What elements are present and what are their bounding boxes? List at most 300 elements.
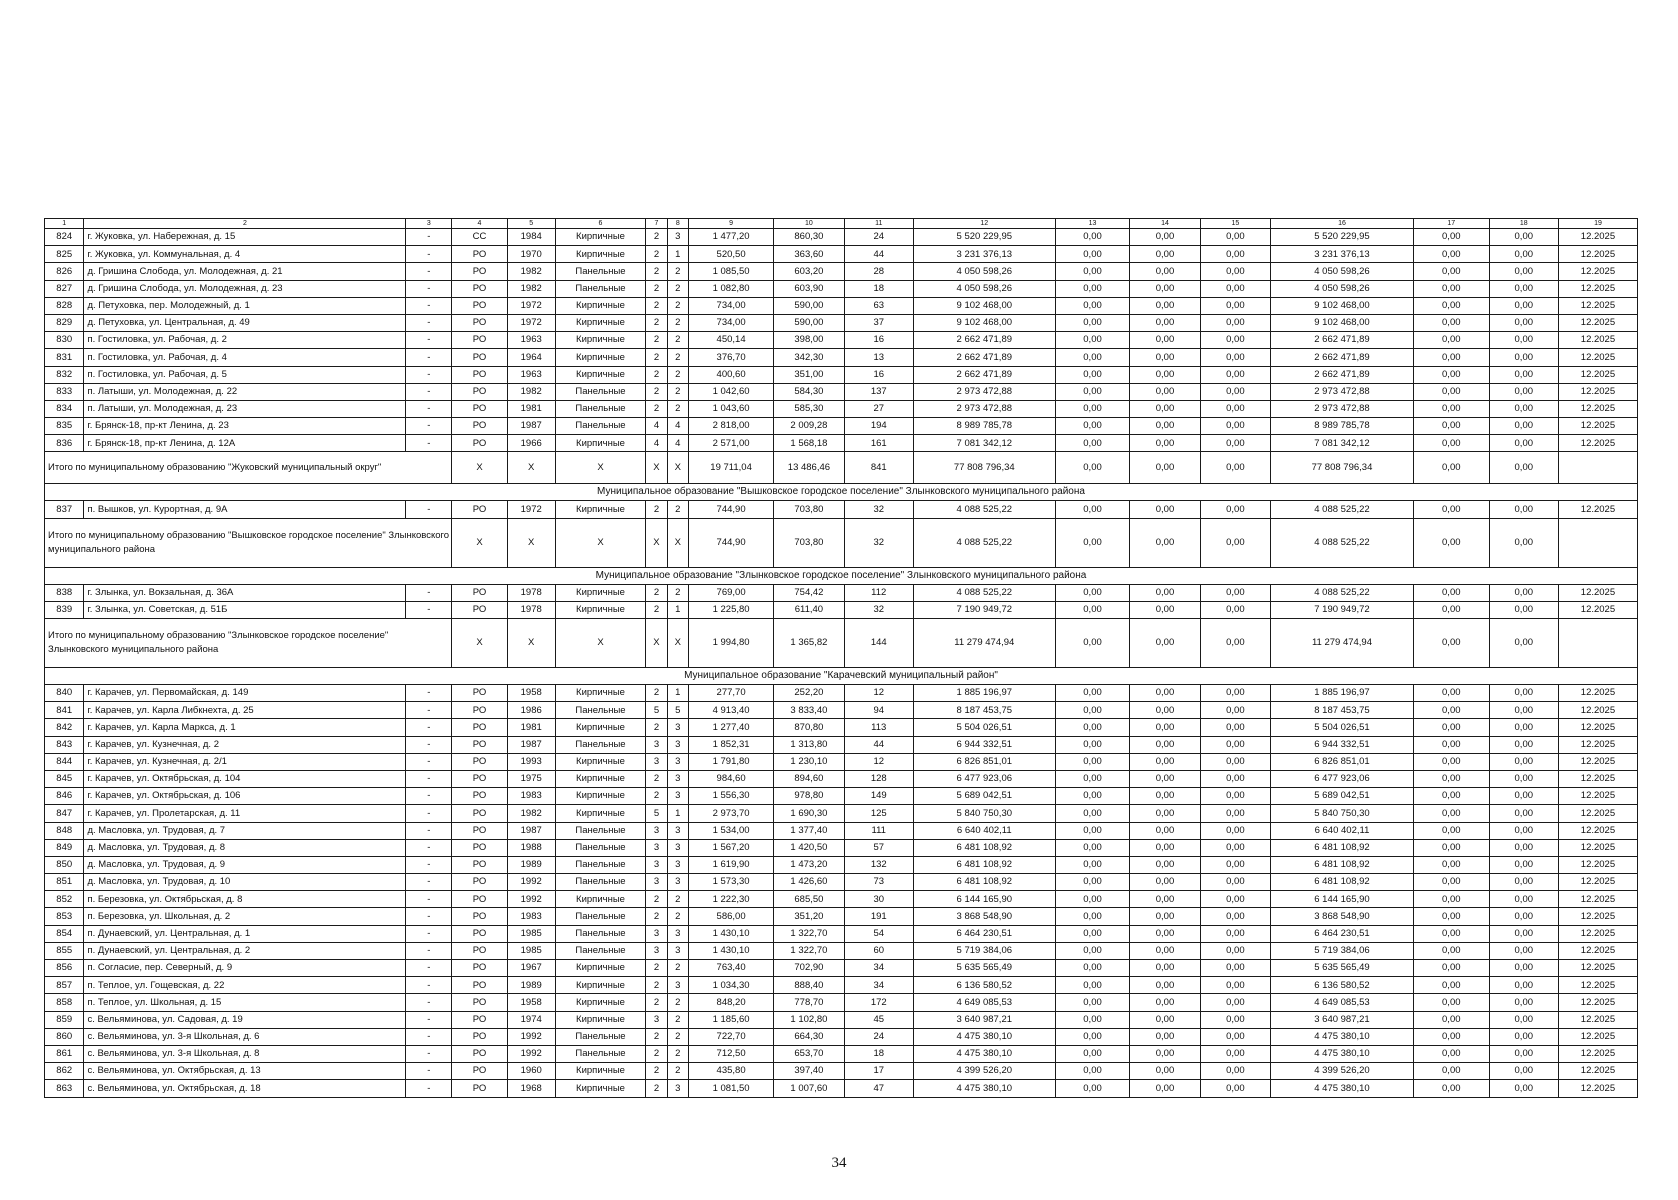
table-cell: 0,00	[1489, 685, 1558, 702]
table-cell: д. Гришина Слобода, ул. Молодежная, д. 23	[84, 280, 406, 297]
table-cell: Кирпичные	[555, 891, 646, 908]
table-cell: 0,00	[1200, 263, 1270, 280]
table-cell: 4 088 525,22	[913, 584, 1055, 601]
table-cell: п. Гостиловка, ул. Рабочая, д. 4	[84, 349, 406, 366]
table-row	[45, 349, 1638, 366]
table-cell: 6 481 108,92	[1271, 839, 1414, 856]
table-cell: 0,00	[1130, 891, 1200, 908]
table-cell: 2	[646, 977, 667, 994]
table-cell: 12.2025	[1558, 788, 1637, 805]
table-cell: 3	[646, 753, 667, 770]
table-cell: РО	[452, 1080, 507, 1097]
table-cell: д. Петуховка, ул. Центральная, д. 49	[84, 314, 406, 331]
table-cell: 1970	[507, 246, 555, 263]
table-cell: 0,00	[1055, 584, 1130, 601]
table-cell: 8 187 453,75	[1271, 702, 1414, 719]
table-cell: 3	[667, 977, 688, 994]
subtotal-cell: X	[667, 518, 688, 567]
table-cell: 12.2025	[1558, 856, 1637, 873]
table-cell: г. Злынка, ул. Вокзальная, д. 36А	[84, 584, 406, 601]
table-cell: 0,00	[1055, 994, 1130, 1011]
table-cell: 894,60	[774, 770, 844, 787]
table-cell: 1 885 196,97	[913, 685, 1055, 702]
table-cell: 12.2025	[1558, 891, 1637, 908]
table-cell: 0,00	[1413, 584, 1489, 601]
table-cell: 12.2025	[1558, 1045, 1637, 1062]
table-cell: -	[406, 349, 452, 366]
table-cell: 862	[45, 1063, 84, 1080]
table-cell: РО	[452, 942, 507, 959]
table-cell: РО	[452, 297, 507, 314]
subtotal-cell: 0,00	[1413, 452, 1489, 484]
table-cell: 12.2025	[1558, 839, 1637, 856]
table-cell: 6 826 851,01	[1271, 753, 1414, 770]
table-cell: РО	[452, 891, 507, 908]
table-cell: 12.2025	[1558, 702, 1637, 719]
table-cell: 0,00	[1130, 584, 1200, 601]
table-cell: 3 640 987,21	[913, 1011, 1055, 1028]
table-cell: 0,00	[1413, 839, 1489, 856]
table-cell: 4 088 525,22	[1271, 501, 1414, 518]
table-cell: 0,00	[1413, 719, 1489, 736]
table-cell: 0,00	[1055, 332, 1130, 349]
table-cell: 4 475 380,10	[913, 1045, 1055, 1062]
table-cell: г. Жуковка, ул. Набережная, д. 15	[84, 229, 406, 246]
table-cell: 0,00	[1200, 736, 1270, 753]
table-cell: 778,70	[774, 994, 844, 1011]
table-cell: с. Вельяминова, ул. Октябрьская, д. 18	[84, 1080, 406, 1097]
table-cell: 4 050 598,26	[1271, 263, 1414, 280]
table-cell: 3	[667, 770, 688, 787]
table-cell: Панельные	[555, 383, 646, 400]
table-cell: 5 635 565,49	[913, 960, 1055, 977]
table-cell: 4	[646, 418, 667, 435]
table-cell: 0,00	[1200, 1063, 1270, 1080]
table-cell: 863	[45, 1080, 84, 1097]
table-cell: 0,00	[1130, 1045, 1200, 1062]
table-cell: 0,00	[1489, 960, 1558, 977]
table-cell: 12.2025	[1558, 942, 1637, 959]
table-cell: 1958	[507, 685, 555, 702]
table-cell: 1 690,30	[774, 805, 844, 822]
table-cell: РО	[452, 702, 507, 719]
table-cell: 1 043,60	[688, 400, 773, 417]
table-cell: -	[406, 702, 452, 719]
table-cell: 585,30	[774, 400, 844, 417]
table-cell: 17	[844, 1063, 913, 1080]
subtotal-cell: 0,00	[1200, 452, 1270, 484]
table-cell: 0,00	[1489, 1011, 1558, 1028]
subtotal-cell: 0,00	[1130, 619, 1200, 668]
table-cell: 3	[646, 736, 667, 753]
table-cell: 0,00	[1489, 297, 1558, 314]
table-cell: 0,00	[1413, 435, 1489, 452]
table-cell: 12.2025	[1558, 263, 1637, 280]
subtotal-cell	[1558, 452, 1637, 484]
table-cell: 2	[646, 788, 667, 805]
table-cell: 12.2025	[1558, 1063, 1637, 1080]
table-cell: 0,00	[1130, 994, 1200, 1011]
table-cell: 4 088 525,22	[913, 501, 1055, 518]
subtotal-cell: X	[555, 452, 646, 484]
table-row	[45, 770, 1638, 787]
table-cell: 0,00	[1200, 960, 1270, 977]
table-cell: 7 081 342,12	[913, 435, 1055, 452]
table-cell: 1 313,80	[774, 736, 844, 753]
table-cell: 0,00	[1489, 383, 1558, 400]
table-cell: 6 144 165,90	[1271, 891, 1414, 908]
table-cell: 0,00	[1489, 418, 1558, 435]
table-cell: д. Петуховка, пер. Молодежный, д. 1	[84, 297, 406, 314]
subtotal-cell: X	[646, 619, 667, 668]
table-cell: 2	[646, 584, 667, 601]
table-cell: 6 640 402,11	[1271, 822, 1414, 839]
table-cell: -	[406, 332, 452, 349]
table-cell: 858	[45, 994, 84, 1011]
table-cell: 0,00	[1130, 246, 1200, 263]
table-cell: 0,00	[1055, 501, 1130, 518]
table-cell: 846	[45, 788, 84, 805]
table-cell: 24	[844, 229, 913, 246]
table-cell: 252,20	[774, 685, 844, 702]
table-cell: 6 640 402,11	[913, 822, 1055, 839]
table-cell: 27	[844, 400, 913, 417]
table-cell: 32	[844, 501, 913, 518]
table-cell: 3 231 376,13	[1271, 246, 1414, 263]
table-cell: 849	[45, 839, 84, 856]
table-cell: Кирпичные	[555, 753, 646, 770]
table-cell: 848	[45, 822, 84, 839]
table-cell: 754,42	[774, 584, 844, 601]
table-cell: 2	[667, 400, 688, 417]
table-cell: Кирпичные	[555, 297, 646, 314]
table-cell: 861	[45, 1045, 84, 1062]
table-cell: 3 640 987,21	[1271, 1011, 1414, 1028]
table-cell: 397,40	[774, 1063, 844, 1080]
municipality-section-title: Муниципальное образование "Злынковское городское поселение" Злынковского муниципального района	[45, 567, 1638, 584]
table-cell: 0,00	[1489, 805, 1558, 822]
table-cell: -	[406, 246, 452, 263]
table-cell: 1	[667, 601, 688, 618]
table-cell: 60	[844, 942, 913, 959]
table-cell: 5 689 042,51	[913, 788, 1055, 805]
table-cell: РО	[452, 822, 507, 839]
table-cell: 3	[646, 925, 667, 942]
register-table	[44, 218, 1638, 1098]
table-row	[45, 822, 1638, 839]
table-cell: 2	[646, 297, 667, 314]
subtotal-cell: 1 365,82	[774, 619, 844, 668]
table-cell: 0,00	[1413, 1045, 1489, 1062]
table-cell: 12	[844, 753, 913, 770]
table-cell: 0,00	[1055, 753, 1130, 770]
table-cell: 870,80	[774, 719, 844, 736]
table-cell: 842	[45, 719, 84, 736]
table-cell: 12.2025	[1558, 297, 1637, 314]
table-cell: 6 481 108,92	[1271, 856, 1414, 873]
table-cell: 0,00	[1200, 332, 1270, 349]
column-number: 10	[774, 219, 844, 229]
table-cell: 0,00	[1489, 246, 1558, 263]
table-cell: 12.2025	[1558, 753, 1637, 770]
table-cell: 12.2025	[1558, 1080, 1637, 1097]
table-cell: 848,20	[688, 994, 773, 1011]
table-cell: 1992	[507, 1045, 555, 1062]
table-cell: г. Карачев, ул. Октябрьская, д. 106	[84, 788, 406, 805]
table-cell: Панельные	[555, 702, 646, 719]
table-cell: 2	[667, 383, 688, 400]
table-cell: 0,00	[1413, 702, 1489, 719]
subtotal-cell: 11 279 474,94	[1271, 619, 1414, 668]
table-cell: 734,00	[688, 314, 773, 331]
table-row	[45, 263, 1638, 280]
table-cell: 3	[667, 925, 688, 942]
table-cell: 2	[667, 1011, 688, 1028]
table-cell: 2	[667, 891, 688, 908]
table-cell: РО	[452, 280, 507, 297]
table-cell: 351,00	[774, 366, 844, 383]
table-cell: -	[406, 736, 452, 753]
table-cell: 0,00	[1413, 229, 1489, 246]
table-cell: -	[406, 297, 452, 314]
table-cell: д. Масловка, ул. Трудовая, д. 9	[84, 856, 406, 873]
table-cell: 12.2025	[1558, 685, 1637, 702]
table-cell: 850	[45, 856, 84, 873]
table-cell: 744,90	[688, 501, 773, 518]
table-cell: 0,00	[1489, 736, 1558, 753]
municipality-section-title: Муниципальное образование "Карачевский муниципальный район"	[45, 668, 1638, 685]
table-cell: 0,00	[1130, 719, 1200, 736]
table-cell: РО	[452, 925, 507, 942]
column-number: 5	[507, 219, 555, 229]
table-cell: -	[406, 1063, 452, 1080]
table-cell: 0,00	[1130, 805, 1200, 822]
table-cell: 1987	[507, 418, 555, 435]
table-cell: 4 475 380,10	[913, 1080, 1055, 1097]
table-cell: 2	[646, 314, 667, 331]
table-cell: 0,00	[1489, 584, 1558, 601]
table-cell: п. Березовка, ул. Октябрьская, д. 8	[84, 891, 406, 908]
table-cell: РО	[452, 314, 507, 331]
table-cell: 0,00	[1489, 400, 1558, 417]
table-cell: 1972	[507, 297, 555, 314]
table-row	[45, 297, 1638, 314]
table-cell: 1 567,20	[688, 839, 773, 856]
table-cell: -	[406, 977, 452, 994]
table-cell: 0,00	[1055, 246, 1130, 263]
table-cell: -	[406, 366, 452, 383]
table-cell: 2	[667, 1045, 688, 1062]
table-cell: г. Карачев, ул. Пролетарская, д. 11	[84, 805, 406, 822]
table-cell: 1989	[507, 856, 555, 873]
table-cell: 5 520 229,95	[913, 229, 1055, 246]
table-cell: 7 190 949,72	[913, 601, 1055, 618]
table-cell: 984,60	[688, 770, 773, 787]
table-cell: г. Жуковка, ул. Коммунальная, д. 4	[84, 246, 406, 263]
table-cell: 435,80	[688, 1063, 773, 1080]
table-cell: 0,00	[1489, 435, 1558, 452]
table-cell: 4 399 526,20	[913, 1063, 1055, 1080]
table-cell: 664,30	[774, 1028, 844, 1045]
table-cell: Панельные	[555, 942, 646, 959]
table-cell: 73	[844, 874, 913, 891]
table-cell: 0,00	[1055, 1011, 1130, 1028]
table-cell: 0,00	[1413, 297, 1489, 314]
table-cell: 34	[844, 977, 913, 994]
table-row	[45, 942, 1638, 959]
table-cell: 9 102 468,00	[913, 297, 1055, 314]
table-cell: 2	[646, 332, 667, 349]
table-cell: 1982	[507, 805, 555, 822]
table-cell: п. Согласие, пер. Северный, д. 9	[84, 960, 406, 977]
table-cell: 0,00	[1055, 280, 1130, 297]
table-cell: РО	[452, 383, 507, 400]
table-cell: 12.2025	[1558, 418, 1637, 435]
table-cell: 0,00	[1489, 501, 1558, 518]
table-row	[45, 1080, 1638, 1097]
table-cell: 0,00	[1489, 349, 1558, 366]
subtotal-row	[45, 518, 1638, 567]
table-cell: 12.2025	[1558, 229, 1637, 246]
table-cell: 12.2025	[1558, 601, 1637, 618]
table-cell: Кирпичные	[555, 349, 646, 366]
table-cell: -	[406, 501, 452, 518]
column-number: 2	[84, 219, 406, 229]
table-cell: 0,00	[1413, 349, 1489, 366]
subtotal-cell: 19 711,04	[688, 452, 773, 484]
table-row	[45, 736, 1638, 753]
table-cell: Панельные	[555, 839, 646, 856]
table-cell: 978,80	[774, 788, 844, 805]
table-cell: 6 136 580,52	[913, 977, 1055, 994]
table-cell: 2 662 471,89	[1271, 366, 1414, 383]
table-cell: 1 430,10	[688, 925, 773, 942]
table-cell: 712,50	[688, 1045, 773, 1062]
subtotal-label: Итого по муниципальному образованию "Злынковское городское поселение" Злынковского муниципального района	[45, 619, 452, 668]
table-cell: Панельные	[555, 1045, 646, 1062]
table-row	[45, 994, 1638, 1011]
table-cell: 830	[45, 332, 84, 349]
table-cell: 5 719 384,06	[1271, 942, 1414, 959]
table-cell: 2 973,70	[688, 805, 773, 822]
table-cell: 0,00	[1130, 1063, 1200, 1080]
table-row	[45, 1028, 1638, 1045]
table-cell: 1 473,20	[774, 856, 844, 873]
table-cell: 0,00	[1200, 874, 1270, 891]
table-cell: 47	[844, 1080, 913, 1097]
table-cell: 0,00	[1489, 994, 1558, 1011]
table-cell: 1 477,20	[688, 229, 773, 246]
table-cell: 4	[667, 435, 688, 452]
table-cell: 9 102 468,00	[913, 314, 1055, 331]
table-cell: -	[406, 856, 452, 873]
table-cell: 2 662 471,89	[1271, 349, 1414, 366]
table-cell: 4 399 526,20	[1271, 1063, 1414, 1080]
table-cell: 1 225,80	[688, 601, 773, 618]
table-cell: РО	[452, 839, 507, 856]
subtotal-cell: X	[507, 452, 555, 484]
table-cell: РО	[452, 770, 507, 787]
table-cell: г. Злынка, ул. Советская, д. 51Б	[84, 601, 406, 618]
table-cell: 2	[667, 314, 688, 331]
subtotal-cell: 1 994,80	[688, 619, 773, 668]
table-cell: -	[406, 770, 452, 787]
table-cell: 0,00	[1130, 822, 1200, 839]
table-cell: 2 662 471,89	[913, 349, 1055, 366]
table-cell: 2	[646, 891, 667, 908]
table-cell: 1992	[507, 1028, 555, 1045]
table-row	[45, 501, 1638, 518]
table-cell: -	[406, 753, 452, 770]
table-cell: 6 136 580,52	[1271, 977, 1414, 994]
table-cell: 0,00	[1489, 366, 1558, 383]
table-cell: 0,00	[1055, 805, 1130, 822]
table-cell: 0,00	[1130, 229, 1200, 246]
table-cell: 2	[667, 908, 688, 925]
table-cell: 1 568,18	[774, 435, 844, 452]
table-cell: 3	[667, 736, 688, 753]
table-cell: 586,00	[688, 908, 773, 925]
table-row	[45, 584, 1638, 601]
table-cell: Кирпичные	[555, 435, 646, 452]
table-cell: 1 885 196,97	[1271, 685, 1414, 702]
table-cell: 0,00	[1413, 263, 1489, 280]
table-cell: 3 868 548,90	[913, 908, 1055, 925]
table-cell: 837	[45, 501, 84, 518]
table-cell: Кирпичные	[555, 1011, 646, 1028]
table-row	[45, 366, 1638, 383]
register-table-wrapper	[44, 218, 1638, 1098]
subtotal-cell: 0,00	[1489, 452, 1558, 484]
table-cell: РО	[452, 1045, 507, 1062]
table-cell: 843	[45, 736, 84, 753]
table-cell: 0,00	[1200, 435, 1270, 452]
subtotal-cell	[1558, 619, 1637, 668]
table-cell: 0,00	[1055, 1080, 1130, 1097]
table-cell: 2	[646, 685, 667, 702]
table-cell: РО	[452, 685, 507, 702]
table-cell: Кирпичные	[555, 994, 646, 1011]
table-cell: 8 989 785,78	[1271, 418, 1414, 435]
table-cell: 0,00	[1489, 753, 1558, 770]
table-cell: 0,00	[1130, 874, 1200, 891]
table-cell: 0,00	[1489, 280, 1558, 297]
table-cell: РО	[452, 960, 507, 977]
table-cell: 2	[646, 501, 667, 518]
table-cell: -	[406, 822, 452, 839]
table-cell: 0,00	[1130, 418, 1200, 435]
table-cell: 6 481 108,92	[1271, 874, 1414, 891]
table-cell: 0,00	[1489, 788, 1558, 805]
subtotal-cell: 0,00	[1489, 518, 1558, 567]
table-cell: 113	[844, 719, 913, 736]
table-cell: 194	[844, 418, 913, 435]
table-cell: п. Латыши, ул. Молодежная, д. 22	[84, 383, 406, 400]
table-cell: 1992	[507, 874, 555, 891]
table-cell: 2	[646, 719, 667, 736]
subtotal-cell: 77 808 796,34	[1271, 452, 1414, 484]
table-cell: 2	[646, 263, 667, 280]
table-cell: 0,00	[1489, 908, 1558, 925]
table-cell: 590,00	[774, 314, 844, 331]
table-cell: 5 635 565,49	[1271, 960, 1414, 977]
table-cell: 363,60	[774, 246, 844, 263]
table-cell: 172	[844, 994, 913, 1011]
table-cell: РО	[452, 874, 507, 891]
table-cell: с. Вельяминова, ул. Октябрьская, д. 13	[84, 1063, 406, 1080]
table-cell: 6 481 108,92	[913, 874, 1055, 891]
table-cell: 3	[667, 719, 688, 736]
